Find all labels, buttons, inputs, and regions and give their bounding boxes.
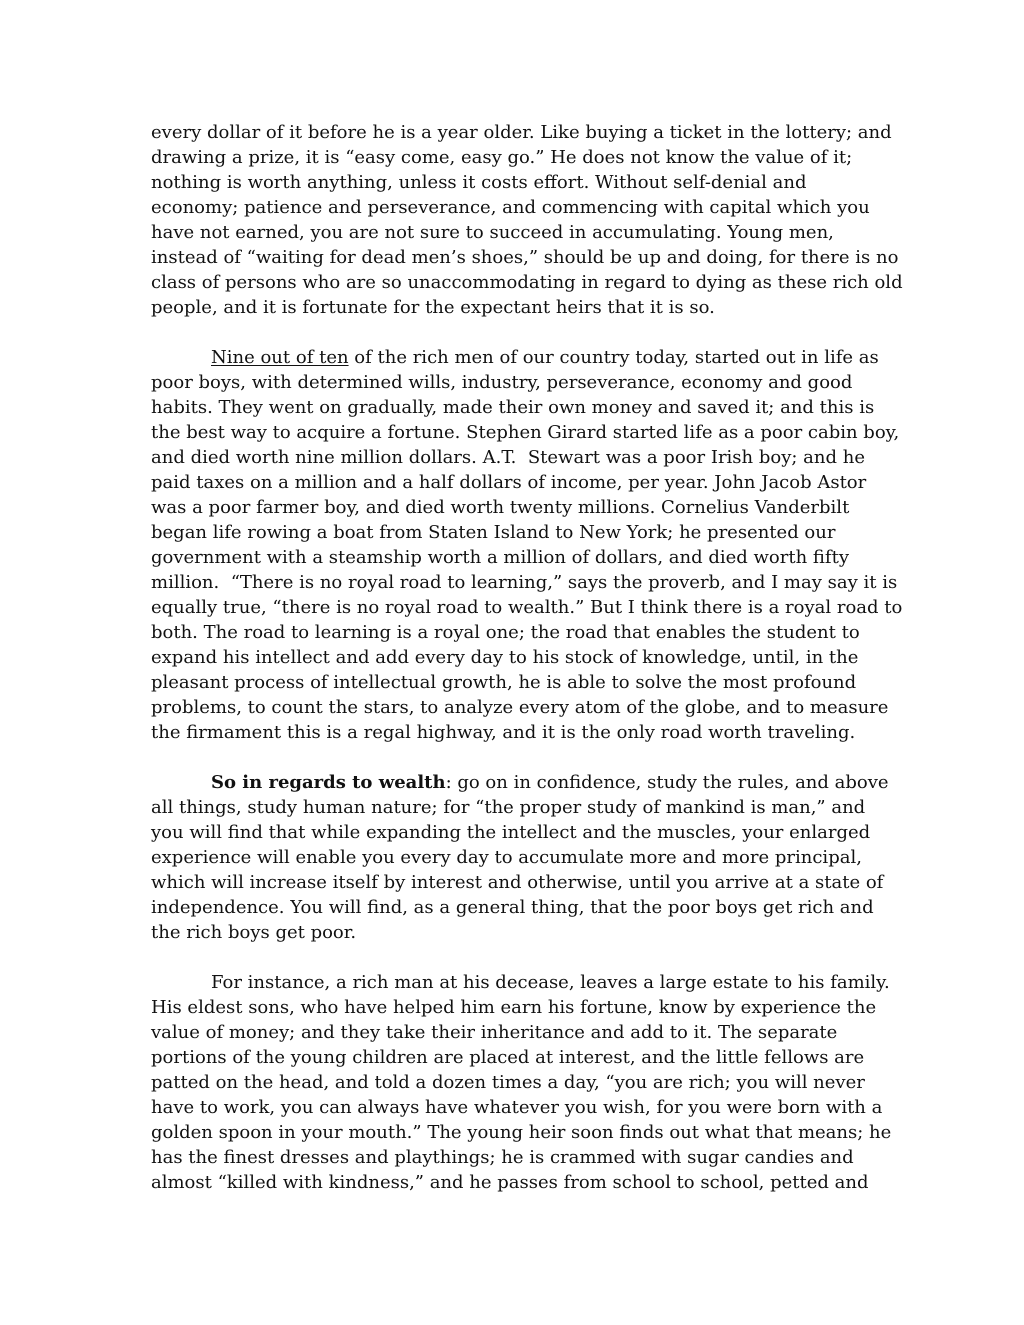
text-line: both. The road to learning is a royal one; the road that enables the student to bbox=[151, 622, 860, 643]
text-line: the best way to acquire a fortune. Stephen Girard started life as a poor cabin boy, bbox=[151, 422, 900, 443]
text-line: pleasant process of intellectual growth, he is able to solve the most profound bbox=[151, 672, 857, 693]
text-line: the firmament this is a regal highway, and it is the only road worth traveling. bbox=[151, 722, 856, 743]
paragraph-1 bbox=[151, 120, 903, 320]
text-line: have not earned, you are not sure to succeed in accumulating. Young men, bbox=[151, 222, 834, 243]
bold-lead: So in regards to wealth bbox=[211, 772, 446, 793]
text-line: which will increase itself by interest and otherwise, until you arrive at a state of bbox=[151, 872, 884, 893]
text-line: instead of “waiting for dead men’s shoes,” should be up and doing, for there is no bbox=[151, 247, 899, 268]
paragraph-2 bbox=[151, 345, 903, 745]
text-line: million. “There is no royal road to learning,” says the proverb, and I may say it is bbox=[151, 572, 898, 593]
text-line: was a poor farmer boy, and died worth twenty millions. Cornelius Vanderbilt bbox=[151, 497, 850, 518]
text-line: habits. They went on gradually, made their own money and saved it; and this is bbox=[151, 397, 875, 418]
text-line: you will find that while expanding the intellect and the muscles, your enlarged bbox=[151, 822, 871, 843]
text-line: economy; patience and perseverance, and commencing with capital which you bbox=[151, 197, 870, 218]
text-line: expand his intellect and add every day to his stock of knowledge, until, in the bbox=[151, 647, 859, 668]
underlined-lead: Nine out of ten bbox=[211, 347, 349, 368]
text-line: paid taxes on a million and a half dollars of income, per year. John Jacob Astor bbox=[151, 472, 867, 493]
body-text bbox=[151, 120, 903, 1220]
text-line: portions of the young children are placed at interest, and the little fellows are bbox=[151, 1047, 865, 1068]
text-line: drawing a prize, it is “easy come, easy go.” He does not know the value of it; bbox=[151, 147, 853, 168]
text-line: value of money; and they take their inheritance and add to it. The separate bbox=[151, 1022, 838, 1043]
text-line: and died worth nine million dollars. A.T. Stewart was a poor Irish boy; and he bbox=[151, 447, 865, 468]
text-line: all things, study human nature; for “the proper study of mankind is man,” and bbox=[151, 797, 866, 818]
text-line: equally true, “there is no royal road to wealth.” But I think there is a royal road to bbox=[151, 597, 903, 618]
text-line: For instance, a rich man at his decease, leaves a large estate to his family. bbox=[211, 972, 890, 993]
text-line: patted on the head, and told a dozen times a day, “you are rich; you will never bbox=[151, 1072, 865, 1093]
text-line: government with a steamship worth a million of dollars, and died worth fifty bbox=[151, 547, 849, 568]
text-line: have to work, you can always have whatever you wish, for you were born with a bbox=[151, 1097, 883, 1118]
paragraph-3 bbox=[151, 770, 889, 945]
text-span: of the rich men of our country today, started out in life as bbox=[348, 347, 879, 368]
text-line bbox=[151, 345, 879, 370]
text-line: the rich boys get poor. bbox=[151, 922, 357, 943]
text-line: problems, to count the stars, to analyze every atom of the globe, and to measure bbox=[151, 697, 889, 718]
text-line: golden spoon in your mouth.” The young heir soon finds out what that means; he bbox=[151, 1122, 892, 1143]
text-line: His eldest sons, who have helped him earn his fortune, know by experience the bbox=[151, 997, 877, 1018]
text-line: has the finest dresses and playthings; he is crammed with sugar candies and bbox=[151, 1147, 854, 1168]
text-line: every dollar of it before he is a year older. Like buying a ticket in the lottery; and bbox=[151, 122, 892, 143]
text-line: class of persons who are so unaccommodating in regard to dying as these rich old bbox=[151, 272, 903, 293]
text-line: nothing is worth anything, unless it costs effort. Without self-denial and bbox=[151, 172, 807, 193]
text-line: independence. You will find, as a general thing, that the poor boys get rich and bbox=[151, 897, 874, 918]
text-line: poor boys, with determined wills, industry, perseverance, economy and good bbox=[151, 372, 853, 393]
text-span: : go on in confidence, study the rules, and above bbox=[445, 772, 889, 793]
text-line: experience will enable you every day to accumulate more and more principal, bbox=[151, 847, 862, 868]
text-line bbox=[151, 770, 889, 795]
text-line: people, and it is fortunate for the expectant heirs that it is so. bbox=[151, 297, 715, 318]
text-line: almost “killed with kindness,” and he passes from school to school, petted and bbox=[151, 1172, 869, 1193]
text-line: began life rowing a boat from Staten Island to New York; he presented our bbox=[151, 522, 836, 543]
paragraph-4 bbox=[151, 970, 892, 1195]
